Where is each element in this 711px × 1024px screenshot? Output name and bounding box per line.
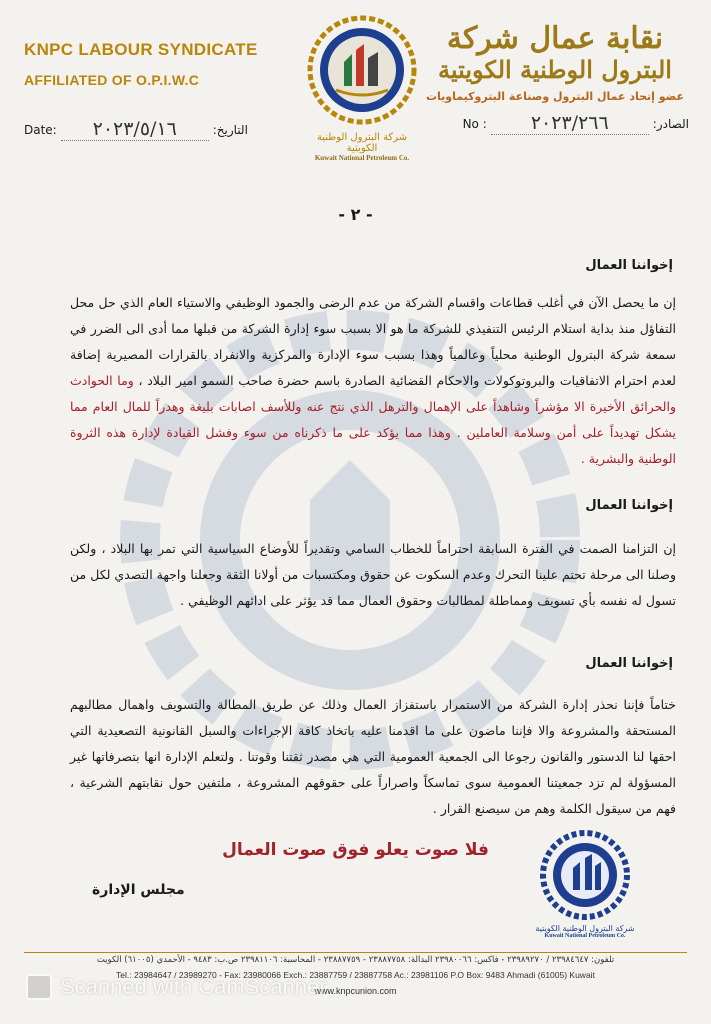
section-text-2: إن التزامنا الصمت في الفترة السابقة احتراماً للخطاب السامي وتقديراً للأوضاع السياسية التي تمر بها البلاد ، ولكن وصلنا الى مرحلة تحتم علينا التحرك وعدم السكوت عن حقوق ومكتسبات من أولانا الثقة وجعلنا واجهة التصدي لكل من تسول له نفسه بأي تسويف ومماطلة لمطالبات وحقوق العمال مما قد يؤثر على ادائهم الوظيفي . [70,541,676,608]
date-label-ar: التاريخ: [212,122,248,137]
reference-field [463,112,689,135]
syndicate-name-ar-line2: البترول الوطنية الكويتية [438,55,672,84]
footer-website: www.knpcunion.com [314,986,397,996]
knpc-logo [300,14,424,162]
section-text-3: ختاماً فإننا نحذر إدارة الشركة من الاستمرار باستفزاز العمال وذلك عن طريق المطالة والتسويف واهمال مطالبهم المستحقة والمشروعة والا فإننا ماضون على ما اقدمنا عليه باتخاذ كافة الإجراءات والسبل القانونية التصعيدية التي احقها لنا الدستور والقانون رجوعا الى الجمعية العمومية التي هي مصدر ثقتنا وقوتنا . ولتعلم الإدارة انها بتصرفاتها غير المسؤولة لم تزد جمعيتنا العمومية سوى تماسكاً واصراراً على حقوقهم المشروعة ، ملتفين حول نقابتهم الشرعية ، فهم من سيقول الكلمة وهم من سيصنع القرار . [70,697,676,816]
knpc-stamp-logo [530,830,640,939]
camscanner-icon [26,974,52,1000]
section-text-1-emphasis: وما الحوادث والحرائق الأخيرة الا مؤشراً وشاهداً على الإهمال والترهل الذي نتج عنه وللأسف اصابات بليغة وهدراً للمال العام مما يشكل تهديداً على أمن وسلامة العاملين . وهذا مما يؤكد على ما ذكرناه من سوء وفشل القيادة لإدارة هذه الثروة الوطنية والبشرية . [70,373,676,466]
closing-slogan: فلا صوت يعلو فوق صوت العمال [222,840,489,860]
page-number: - ٢ - [338,205,373,224]
syndicate-name-ar-line1: نقابة عمال شركة [446,21,664,56]
section-body-1 [70,290,676,472]
knpc-stamp-icon [535,830,635,920]
reference-label-ar: الصادر: [652,116,689,131]
section-text-1: إن ما يحصل الآن في أغلب قطاعات واقسام الشركة من عدم الرضى والجمود الوظيفي والاستياء العام الذي حل محل التفاؤل منذ بداية استلام الرئيس التنفيذي للشركة ما هو الا بسبب سوء إدارة الشركة من قبلها مما أدى الى الضرر في سمعة شركة البترول الوطنية محلياً وعالمياً وهذا بسبب سوء الإدارة والمركزية والانفراد بالقرارات المصيرية إضافة لعدم احترام الاتفاقيات والبروتوكولات والاحكام القضائية الصادرة باسم حضرة صاحب السمو امير البلاد ، [70,295,676,388]
logo-caption-ar: شركة البترول الوطنية الكويتية [316,132,408,154]
stamp-caption-en: Kuwait National Petroleum Co. [544,933,626,939]
section-body-3 [70,692,676,822]
date-field [24,118,248,141]
logo-caption-en: Kuwait National Petroleum Co. [314,154,410,162]
footer-divider [24,952,687,953]
date-label: Date: [24,122,57,137]
section-heading-1: إخواننا العمال [585,258,673,273]
reference-label: No : [462,116,487,131]
camscanner-text: Scanned with CamScanner [60,974,327,999]
knpc-emblem-icon [306,14,418,126]
camscanner-watermark [26,974,327,1000]
signature-board: مجلس الإدارة [92,882,185,898]
footer-contact-en: Tel.: 23984647 / 23989270 - Fax: 23980066 Exch.: 23887759 / 23887758 Ac.: 23981106 P.O Box: 9483 Ahmadi (61005) Kuwait [116,970,595,980]
footer-contact-ar: تلفون: ٢٣٩٨٤٦٤٧ / ٢٣٩٨٩٢٧٠ - فاكس: ٢٣٩٨٠٠٦٦ البدالة: ٢٣٨٨٧٧٥٨ - ٢٣٨٨٧٧٥٩ - المحاسبة: ٢٣٩٨١١٠٦ ص.ب: ٩٤٨٣ - الأحمدي (٦١٠٠٥) الكويت [96,955,615,965]
syndicate-name-en: KNPC LABOUR SYNDICATE [24,40,258,59]
affiliation-ar: عضو إتحاد عمال البترول وصناعة البتروكيماويات [425,90,685,103]
header-english [24,40,274,88]
header-arabic [425,22,685,103]
date-value: ٢٠٢٣/٥/١٦ [61,118,209,141]
section-body-2 [70,536,676,614]
stamp-caption-ar: شركة البترول الوطنية الكويتية [535,924,635,933]
affiliation-en: AFFILIATED OF O.P.I.W.C [24,72,200,88]
section-heading-3: إخواننا العمال [585,656,673,671]
section-heading-2: إخواننا العمال [585,498,673,513]
reference-value: ٢٠٢٣/٢٦٦ [491,112,649,135]
